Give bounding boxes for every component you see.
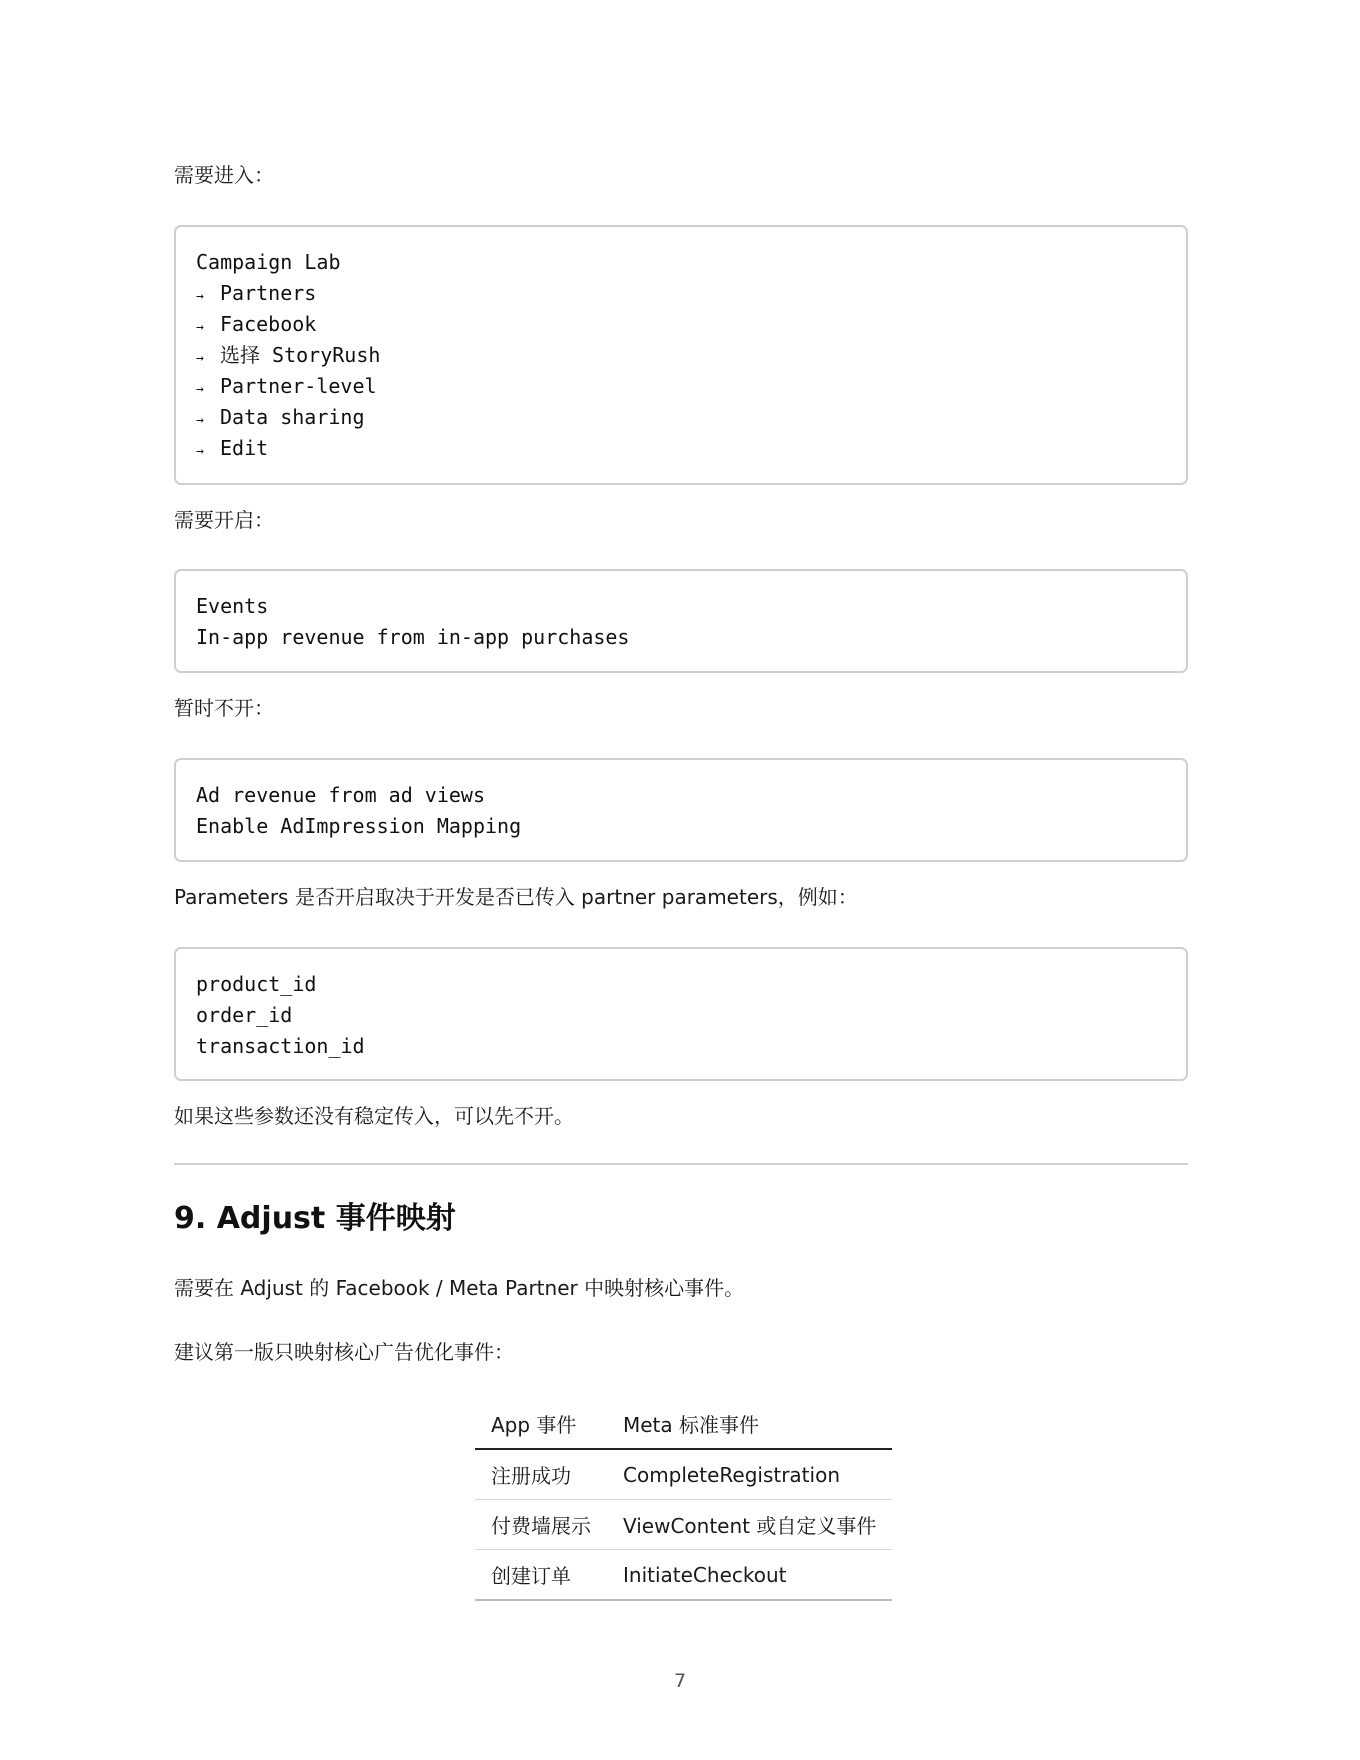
parameter-item: transaction_id <box>196 1034 365 1058</box>
arrow-icon: → <box>196 320 204 335</box>
arrow-icon: → <box>196 351 204 366</box>
table-header-row <box>475 1399 892 1449</box>
nav-path-step <box>196 340 1166 371</box>
enable-item: Events <box>196 594 269 618</box>
section-intro: 需要在 Adjust 的 Facebook / Meta Partner 中映射核心事件。 <box>174 1276 745 1300</box>
disable-item: Ad revenue from ad views <box>196 783 485 807</box>
event-mapping-table <box>475 1399 892 1601</box>
arrow-icon: → <box>196 413 204 428</box>
parameters-code-block <box>174 947 1188 1081</box>
nav-path-code-block <box>174 225 1188 485</box>
header-meta-event: Meta 标准事件 <box>607 1399 892 1449</box>
disable-item: Enable AdImpression Mapping <box>196 814 522 838</box>
page-number: 7 <box>673 1670 687 1692</box>
cell-meta-event: CompleteRegistration <box>607 1449 892 1500</box>
nav-path-step-label: Partners <box>220 281 317 305</box>
cell-app-event: 付费墙展示 <box>475 1500 607 1550</box>
enable-code-block <box>174 569 1188 673</box>
table-row <box>475 1500 892 1550</box>
header-app-event: App 事件 <box>475 1399 607 1449</box>
cell-meta-event: ViewContent 或自定义事件 <box>607 1500 892 1550</box>
parameter-item: product_id <box>196 972 317 996</box>
nav-path-first: Campaign Lab <box>196 250 341 274</box>
section-suggestion: 建议第一版只映射核心广告优化事件： <box>174 1340 514 1364</box>
nav-path-step-label: Facebook <box>220 312 317 336</box>
table-row <box>475 1550 892 1601</box>
section-divider <box>174 1163 1188 1165</box>
nav-path-step-label: Partner-level <box>220 374 377 398</box>
nav-path-step <box>196 402 1166 433</box>
nav-path-step-label: 选择 StoryRush <box>220 343 381 367</box>
nav-path-step-label: Data sharing <box>220 405 365 429</box>
enable-item: In-app revenue from in-app purchases <box>196 625 630 649</box>
cell-app-event: 注册成功 <box>475 1449 607 1500</box>
disable-label: 暂时不开： <box>174 696 274 720</box>
cell-app-event: 创建订单 <box>475 1550 607 1601</box>
nav-path-step <box>196 278 1166 309</box>
nav-path-step-label: Edit <box>220 436 269 460</box>
arrow-icon: → <box>196 444 204 459</box>
nav-path-step <box>196 309 1166 340</box>
intro-label: 需要进入： <box>174 163 274 187</box>
enable-label: 需要开启： <box>174 508 274 532</box>
disable-code-block <box>174 758 1188 862</box>
nav-path-step <box>196 433 1166 464</box>
nav-path-step <box>196 371 1166 402</box>
section-heading: 9. Adjust 事件映射 <box>174 1201 456 1236</box>
table-row <box>475 1449 892 1500</box>
arrow-icon: → <box>196 289 204 304</box>
parameters-fallback: 如果这些参数还没有稳定传入，可以先不开。 <box>174 1104 574 1128</box>
parameters-note: Parameters 是否开启取决于开发是否已传入 partner parameters，例如： <box>174 885 858 909</box>
parameter-item: order_id <box>196 1003 293 1027</box>
cell-meta-event: InitiateCheckout <box>607 1550 892 1601</box>
arrow-icon: → <box>196 382 204 397</box>
